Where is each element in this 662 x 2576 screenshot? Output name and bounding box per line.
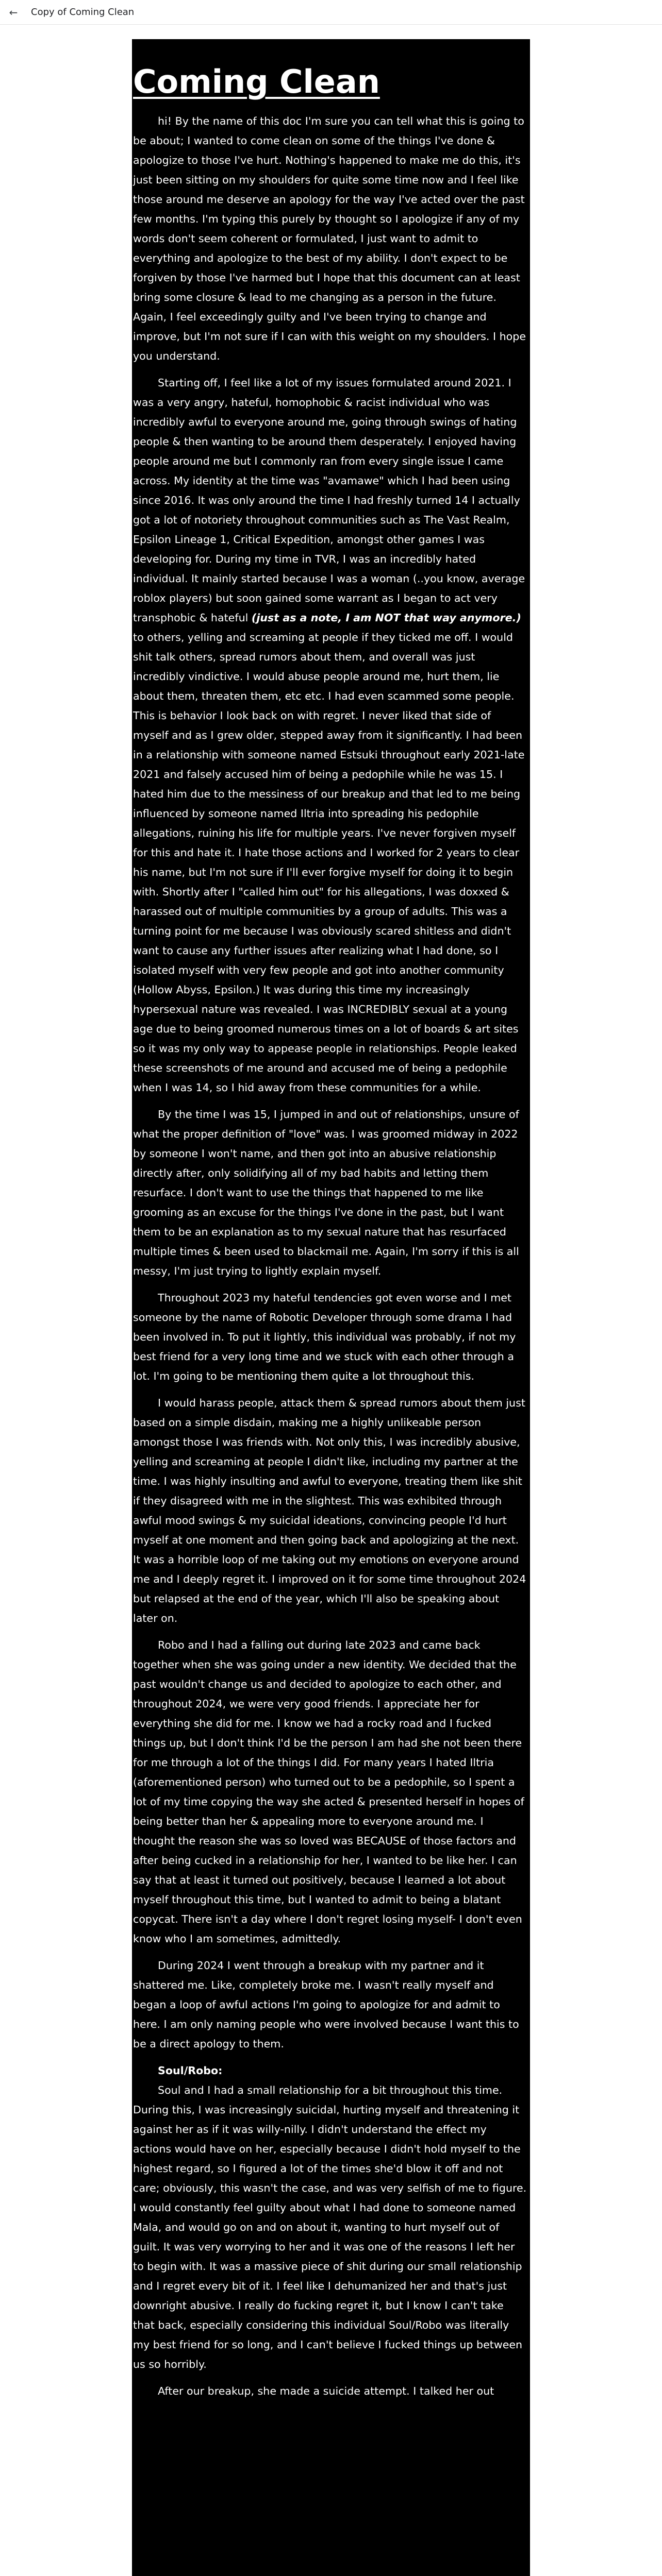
arrow-left-icon[interactable]: ← xyxy=(9,6,18,19)
doc-heading: Coming Clean xyxy=(133,63,380,100)
paragraph-harassment: I would harass people, attack them & spread rumors about them just based on a simple disdain, making me a highly unlikeable person amongst those I was friends with. Not only this, I was incredibly abusive, yelling and screaming at people I didn't like, including my partner at the time. I was highly insulting and awful to everyone, treating them like shit if they disagreed with me in the slightest. This was exhibited through awful mood swings & my suicidal ideations, convincing people I'd hurt myself at one moment and then going back and apologizing at the next. It was a horrible loop of me taking out my emotions on everyone around me and I deeply regret it. I improved on it for some time throughout 2024 but relapsed at the end of the year, which I'll also be speaking about later on. xyxy=(133,1397,526,1624)
document-title: Copy of Coming Clean xyxy=(31,7,135,18)
document-body xyxy=(132,39,530,2401)
paragraph-age-15: By the time I was 15, I jumped in and out of relationships, unsure of what the proper definition of "love" was. I was groomed midway in 2022 by someone I won't name, and then got into an abusive relationship directly after, only solidifying all of my bad habits and letting them resurface. I don't want to use the things that happened to me like grooming as an excuse for the things I've done in the past, but I want them to be an explanation as to my sexual nature that has resurfaced multiple times & been used to blackmail me. Again, I'm sorry if this is all messy, I'm just trying to lightly explain myself. xyxy=(133,1108,519,1277)
paragraph-after-breakup: After our breakup, she made a suicide attempt. I talked her out xyxy=(158,2385,494,2397)
paragraph-robo: Robo and I had a falling out during late 2023 and came back together when she was going under a new identity. We decided that the past wouldn't change us and decided to apologize to each other, and throughout 2024, we were very good friends. I appreciate her for everything she did for me. I know we had a rocky road and I fucked things up, but I don't think I'd be the person I am had she not been there for me through a lot of the things I did. For many years I hated Iltria (aforementioned person) who turned out to be a pedophile, so I spent a lot of my time copying the way she acted & presented herself in hopes of being better than her & appealing more to everyone around me. I thought the reason she was so loved was BECAUSE of those factors and after being cucked in a relationship for her, I wanted to be like her. I can say that at least it turned out positively, because I learned a lot about myself throughout this time, but I wanted to admit to being a blatant copycat. There isn't a day where I don't regret losing myself- I don't even know who I am sometimes, admittedly. xyxy=(133,1639,524,1945)
paragraph-2024-breakup: During 2024 I went through a breakup with my partner and it shattered me. Like, completely broke me. I wasn't really myself and began a loop of awful actions I'm going to apologize for and admit to here. I am only naming people who were involved because I want this to be a direct apology to them. xyxy=(133,1959,519,2050)
top-toolbar xyxy=(0,0,662,25)
paragraph-2021 xyxy=(133,373,527,1097)
paragraph-2021-note: (just as a note, I am NOT that way anymore.) xyxy=(251,612,521,624)
paragraph-2023: Throughout 2023 my hateful tendencies got even worse and I met someone by the name of Robotic Developer through some drama I had been involved in. To put it lightly, this individual was probably, if not my best friend for a very long time and we stuck with each other through a lot. I'm going to be mentioning them quite a lot throughout this. xyxy=(133,1292,516,1382)
paragraph-soul-robo: Soul and I had a small relationship for a bit throughout this time. During this, I was increasingly suicidal, hurting myself and threatening it against her as if it was willy-nilly. I didn't understand the effect my actions would have on her, especially because I didn't hold myself to the highest regard, so I figured a lot of the times she'd blow it off and not care; obviously, this wasn't the case, and was very selfish of me to figure. I would constantly feel guilty about what I had done to someone named Mala, and would go on and on about it, wanting to hurt myself out of guilt. It was very worrying to her and it was one of the reasons I left her to begin with. It was a massive piece of shit during our small relationship and I regret every bit of it. I feel like I dehumanized her and that's just downright abusive. I really do fucking regret it, but I know I can't take that back, especially considering this individual Soul/Robo was literally my best friend for so long, and I can't believe I fucked things up between us so horribly. xyxy=(133,2084,527,2370)
document-page xyxy=(132,39,530,2576)
paragraph-2021-part1: Starting off, I feel like a lot of my issues formulated around 2021. I was a very angry, hateful, homophobic & racist individual who was incredibly awful to everyone around me, going through swings of hating people & then wanting to be around them desperately. I enjoyed having people around me but I commonly ran from every single issue I came across. My identity at the time was "avamawe" which I had been using since 2016. It was only around the time I had freshly turned 14 I actually got a lot of notoriety throughout communities such as The Vast Realm, Epsilon Lineage 1, Critical Expedition, amongst other games I was developing for. During my time in TVR, I was an incredibly hated individual. It mainly started because I was a woman (..you know, average roblox players) but soon gained some warrant as I began to act very transphobic & hateful xyxy=(133,377,525,624)
section-subheading: Soul/Robo: xyxy=(158,2064,223,2077)
paragraph-2021-part2: to others, yelling and screaming at people if they ticked me off. I would shit talk others, spread rumors about them, and overall was just incredibly vindictive. I would abuse people around me, hurt them, lie about them, threaten them, etc etc. I had even scammed some people. This is behavior I look back on with regret. I never liked that side of myself and as I grew older, stepped away from it significantly. I had been in a relationship with someone named Estsuki throughout early 2021-late 2021 and falsely accused him of being a pedophile while he was 15. I hated him due to the messiness of our breakup and that led to me being influenced by someone named Iltria into spreading his pedophile allegations, ruining his life for multiple years. I've never forgiven myself for this and hate it. I hate those actions and I worked for 2 years to clear his name, but I'm not sure if I'll ever forgive myself for doing it to begin with. Shortly after I "called him out" for his allegations, I was doxxed & harassed out of multiple communities by a group of adults. This was a turning point for me because I was obviously scared shitless and didn't want to cause any further issues after realizing what I had done, so I isolated myself with very few people and got into another community (Hollow Abyss, Epsilon.) It was during this time my increasingly hypersexual nature was revealed. I was INCREDIBLY sexual at a young age due to being groomed numerous times on a lot of boards & art sites so it was my only way to appease people in relationships. People leaked these screenshots of me around and accused me of being a pedophile when I was 14, so I hid away from these communities for a while. xyxy=(133,631,525,1094)
paragraph-intro: hi! By the name of this doc I'm sure you can tell what this is going to be about; I wanted to come clean on some of the things I've done & apologize to those I've hurt. Nothing's happened to make me do this, it's just been sitting on my shoulders for quite some time now and I feel like those around me deserve an apology for the way I've acted over the past few months. I'm typing this purely by thought so I apologize if any of my words don't seem coherent or formulated, I just want to admit to everything and apologize to the best of my ability. I don't expect to be forgiven by those I've harmed but I hope that this document can at least bring some closure & lead to me changing as a person in the future. Again, I feel exceedingly guilty and I've been trying to change and improve, but I'm not sure if I can with this weight on my shoulders. I hope you understand. xyxy=(133,115,526,362)
